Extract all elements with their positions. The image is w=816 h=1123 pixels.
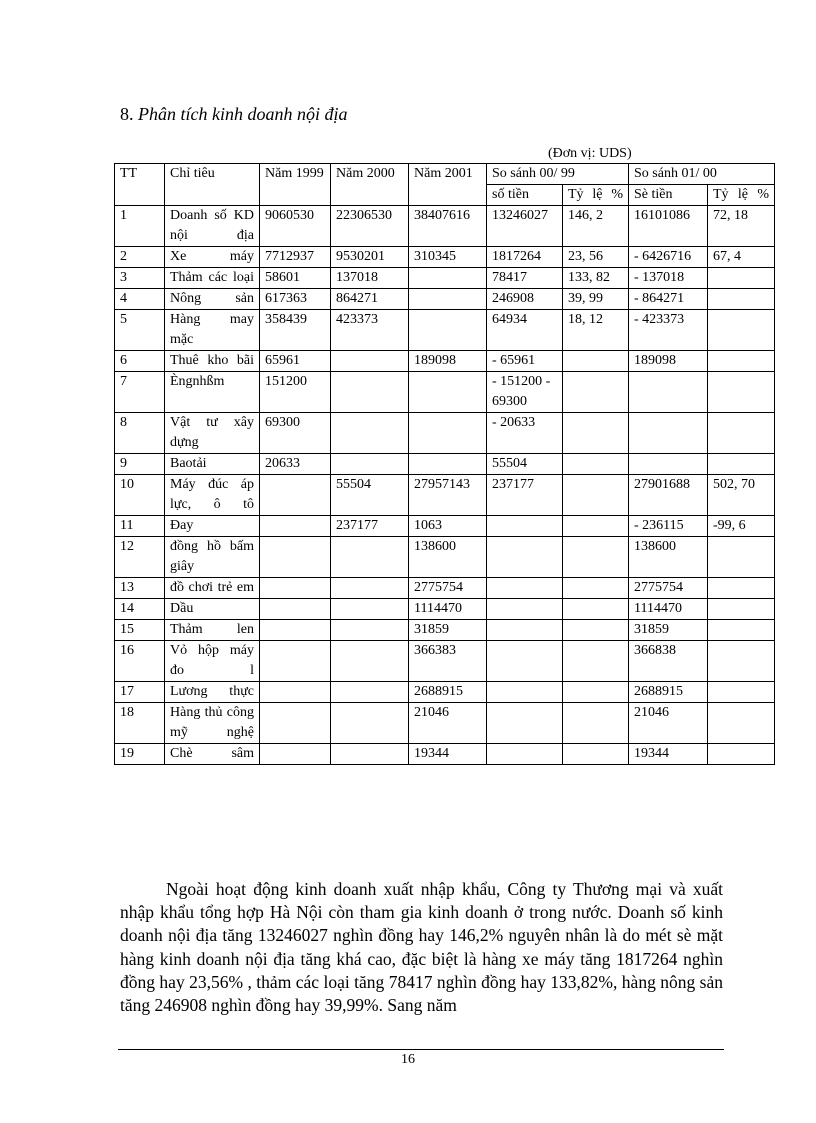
table-row [115,641,775,682]
cell-nam-2000 [331,744,409,765]
cell-so-tien-01-00: - 236115 [629,516,708,537]
cell-nam-1999 [260,475,331,516]
cell-nam-1999: 151200 [260,372,331,413]
cell-so-tien-01-00: 189098 [629,351,708,372]
cell-nam-2001: 2688915 [409,682,487,703]
cell-nam-2000 [331,641,409,682]
cell-ty-le-01-00 [708,744,775,765]
cell-nam-2000 [331,454,409,475]
cell-nam-1999: 65961 [260,351,331,372]
cell-tt: 9 [115,454,165,475]
cell-tt: 8 [115,413,165,454]
cell-tt: 18 [115,703,165,744]
table-row [115,475,775,516]
cell-nam-1999 [260,599,331,620]
cell-so-tien-01-00: - 864271 [629,289,708,310]
cell-so-tien-01-00: 21046 [629,703,708,744]
cell-tt: 3 [115,268,165,289]
cell-ty-le-01-00 [708,310,775,351]
cell-ty-le-00-99: 39, 99 [563,289,629,310]
cell-so-tien-01-00: 16101086 [629,206,708,247]
cell-nam-2001: 138600 [409,537,487,578]
table-row [115,372,775,413]
cell-so-tien-01-00: 366838 [629,641,708,682]
table-row [115,516,775,537]
cell-so-tien-00-99 [487,641,563,682]
cell-ty-le-00-99: 23, 56 [563,247,629,268]
cell-ty-le-00-99 [563,703,629,744]
cell-nam-1999: 9060530 [260,206,331,247]
header-nam-2001: Năm 2001 [409,164,487,206]
cell-chi-tieu: Thuê kho bãi [165,351,260,372]
cell-nam-2000: 22306530 [331,206,409,247]
cell-chi-tieu: Thảm các loại [165,268,260,289]
cell-tt: 2 [115,247,165,268]
cell-ty-le-01-00 [708,372,775,413]
cell-nam-2001: 1063 [409,516,487,537]
cell-chi-tieu: Hàng may mặc [165,310,260,351]
cell-nam-1999: 617363 [260,289,331,310]
cell-so-tien-01-00: 138600 [629,537,708,578]
cell-so-tien-00-99: 13246027 [487,206,563,247]
cell-so-tien-01-00: 1114470 [629,599,708,620]
header-so-tien-1: số tiền [487,185,563,206]
cell-so-tien-01-00: - 137018 [629,268,708,289]
cell-chi-tieu: Dầu [165,599,260,620]
table-row [115,703,775,744]
cell-chi-tieu: Baotải [165,454,260,475]
section-title: Phân tích kinh doanh nội địa [138,104,348,124]
header-tt: TT [115,164,165,206]
header-so-sanh-00-99: So sánh 00/ 99 [487,164,629,185]
cell-ty-le-00-99: 18, 12 [563,310,629,351]
cell-so-tien-01-00: 19344 [629,744,708,765]
cell-nam-2000: 137018 [331,268,409,289]
cell-ty-le-00-99 [563,599,629,620]
cell-tt: 11 [115,516,165,537]
cell-chi-tieu: Doanh số KD nội địa [165,206,260,247]
cell-so-tien-00-99: 78417 [487,268,563,289]
cell-ty-le-01-00: 502, 70 [708,475,775,516]
cell-nam-2000 [331,703,409,744]
section-number: 8. [120,104,134,124]
cell-ty-le-00-99 [563,454,629,475]
cell-nam-2001 [409,413,487,454]
cell-nam-1999 [260,641,331,682]
cell-so-tien-00-99 [487,578,563,599]
cell-chi-tieu: Hàng thủ công mỹ nghệ [165,703,260,744]
cell-so-tien-01-00 [629,372,708,413]
cell-ty-le-01-00 [708,599,775,620]
cell-chi-tieu: Èngnhßm [165,372,260,413]
cell-nam-2001 [409,289,487,310]
cell-ty-le-01-00 [708,413,775,454]
cell-tt: 6 [115,351,165,372]
cell-ty-le-01-00: 67, 4 [708,247,775,268]
cell-so-tien-00-99: - 151200 - 69300 [487,372,563,413]
cell-ty-le-00-99 [563,413,629,454]
footer-rule [118,1049,724,1050]
cell-nam-2000 [331,537,409,578]
cell-tt: 5 [115,310,165,351]
cell-nam-2000: 864271 [331,289,409,310]
cell-chi-tieu: đồ chơi trẻ em [165,578,260,599]
cell-nam-2000 [331,620,409,641]
cell-ty-le-01-00 [708,351,775,372]
section-heading [120,104,347,125]
cell-so-tien-01-00: - 423373 [629,310,708,351]
cell-ty-le-00-99 [563,744,629,765]
cell-tt: 12 [115,537,165,578]
cell-tt: 14 [115,599,165,620]
cell-ty-le-01-00: 72, 18 [708,206,775,247]
cell-nam-1999: 358439 [260,310,331,351]
table-row [115,351,775,372]
body-paragraph: Ngoài hoạt động kinh doanh xuất nhập khẩu, Công ty Thương mại và xuất nhập khẩu tổng hợp Hà Nội còn tham gia kinh doanh ở trong nước. Doanh số kinh doanh nội địa tăng 13246027 nghìn đồng hay 146,2% nguyên nhân là do mét sè mặt hàng kinh doanh nội địa tăng khá cao, đặc biệt là hàng xe máy tăng 1817264 nghìn đồng hay 23,56% , thảm các loại tăng 78417 nghìn đồng hay 133,82%, hàng nông sản tăng 246908 nghìn đồng hay 39,99%. Sang năm [120,879,723,1016]
cell-tt: 7 [115,372,165,413]
cell-so-tien-00-99 [487,599,563,620]
header-ty-le-1: Tỷ lệ % [563,185,629,206]
cell-ty-le-00-99: 133, 82 [563,268,629,289]
cell-nam-2001: 366383 [409,641,487,682]
header-chi-tieu: Chỉ tiêu [165,164,260,206]
cell-chi-tieu: Thảm len [165,620,260,641]
table-row [115,537,775,578]
cell-ty-le-01-00: -99, 6 [708,516,775,537]
cell-nam-2000 [331,351,409,372]
cell-nam-2000: 237177 [331,516,409,537]
cell-nam-2001: 21046 [409,703,487,744]
cell-nam-2001 [409,372,487,413]
cell-nam-2000 [331,599,409,620]
cell-ty-le-01-00 [708,682,775,703]
cell-nam-1999 [260,516,331,537]
cell-so-tien-00-99: 64934 [487,310,563,351]
cell-so-tien-00-99 [487,744,563,765]
cell-ty-le-01-00 [708,578,775,599]
table-row [115,247,775,268]
cell-chi-tieu: Vỏ hộp máy đo l [165,641,260,682]
cell-ty-le-01-00 [708,641,775,682]
cell-nam-2001: 2775754 [409,578,487,599]
cell-nam-2000: 55504 [331,475,409,516]
cell-chi-tieu: Đay [165,516,260,537]
cell-so-tien-00-99 [487,620,563,641]
cell-nam-1999: 69300 [260,413,331,454]
table-row [115,744,775,765]
cell-nam-1999 [260,744,331,765]
cell-nam-1999 [260,537,331,578]
cell-ty-le-01-00 [708,703,775,744]
cell-ty-le-00-99 [563,516,629,537]
cell-so-tien-01-00: 2775754 [629,578,708,599]
cell-nam-1999 [260,703,331,744]
cell-so-tien-00-99 [487,682,563,703]
domestic-business-table [114,163,775,765]
header-so-tien-2: Sè tiền [629,185,708,206]
table-row [115,620,775,641]
cell-ty-le-00-99 [563,537,629,578]
cell-so-tien-00-99: 55504 [487,454,563,475]
cell-so-tien-00-99: - 20633 [487,413,563,454]
cell-tt: 15 [115,620,165,641]
header-nam-2000: Năm 2000 [331,164,409,206]
table-row [115,206,775,247]
cell-ty-le-00-99 [563,475,629,516]
cell-chi-tieu: Vật tư xây dựng [165,413,260,454]
cell-nam-1999: 20633 [260,454,331,475]
cell-nam-2001 [409,268,487,289]
cell-so-tien-01-00: 31859 [629,620,708,641]
cell-chi-tieu: Nông sản [165,289,260,310]
cell-so-tien-00-99 [487,537,563,578]
cell-so-tien-00-99: 237177 [487,475,563,516]
cell-ty-le-01-00 [708,454,775,475]
cell-nam-2001: 189098 [409,351,487,372]
cell-tt: 16 [115,641,165,682]
cell-ty-le-01-00 [708,537,775,578]
table-row [115,454,775,475]
cell-nam-1999 [260,682,331,703]
cell-ty-le-01-00 [708,289,775,310]
cell-ty-le-01-00 [708,620,775,641]
table-row [115,599,775,620]
header-nam-1999: Năm 1999 [260,164,331,206]
cell-nam-2001: 19344 [409,744,487,765]
header-so-sanh-01-00: So sánh 01/ 00 [629,164,775,185]
table-row [115,268,775,289]
cell-nam-2001 [409,310,487,351]
cell-nam-2000 [331,413,409,454]
cell-ty-le-00-99 [563,641,629,682]
cell-so-tien-00-99: 246908 [487,289,563,310]
cell-nam-1999 [260,620,331,641]
cell-nam-2000 [331,682,409,703]
cell-nam-2000: 423373 [331,310,409,351]
cell-nam-2001: 27957143 [409,475,487,516]
cell-chi-tieu: Máy đúc áp lực, ô tô [165,475,260,516]
table-row [115,682,775,703]
cell-so-tien-01-00 [629,413,708,454]
cell-chi-tieu: Chè sâm [165,744,260,765]
cell-nam-1999 [260,578,331,599]
cell-ty-le-00-99 [563,578,629,599]
header-ty-le-2: Tỷ lệ % [708,185,775,206]
header-row [115,164,775,185]
cell-ty-le-00-99 [563,351,629,372]
cell-chi-tieu: đồng hồ bấm giây [165,537,260,578]
cell-so-tien-01-00: 27901688 [629,475,708,516]
cell-nam-2000 [331,372,409,413]
cell-nam-1999: 7712937 [260,247,331,268]
cell-nam-2001 [409,454,487,475]
cell-nam-2000: 9530201 [331,247,409,268]
cell-nam-2001: 31859 [409,620,487,641]
cell-ty-le-00-99 [563,372,629,413]
cell-so-tien-00-99 [487,516,563,537]
cell-tt: 19 [115,744,165,765]
cell-nam-2001: 310345 [409,247,487,268]
table-row [115,578,775,599]
cell-so-tien-00-99: 1817264 [487,247,563,268]
cell-ty-le-01-00 [708,268,775,289]
cell-nam-2000 [331,578,409,599]
table-row [115,413,775,454]
cell-tt: 10 [115,475,165,516]
cell-tt: 4 [115,289,165,310]
cell-so-tien-01-00: - 6426716 [629,247,708,268]
cell-so-tien-00-99 [487,703,563,744]
cell-nam-2001: 1114470 [409,599,487,620]
cell-nam-2001: 38407616 [409,206,487,247]
cell-ty-le-00-99: 146, 2 [563,206,629,247]
cell-so-tien-01-00 [629,454,708,475]
cell-tt: 17 [115,682,165,703]
cell-chi-tieu: Xe máy [165,247,260,268]
cell-ty-le-00-99 [563,620,629,641]
unit-label: (Đơn vị: UDS) [548,146,632,161]
cell-so-tien-00-99: - 65961 [487,351,563,372]
table-row [115,289,775,310]
cell-ty-le-00-99 [563,682,629,703]
page-number: 16 [401,1052,415,1067]
table-row [115,310,775,351]
cell-so-tien-01-00: 2688915 [629,682,708,703]
cell-tt: 13 [115,578,165,599]
cell-chi-tieu: Lương thực [165,682,260,703]
cell-tt: 1 [115,206,165,247]
cell-nam-1999: 58601 [260,268,331,289]
